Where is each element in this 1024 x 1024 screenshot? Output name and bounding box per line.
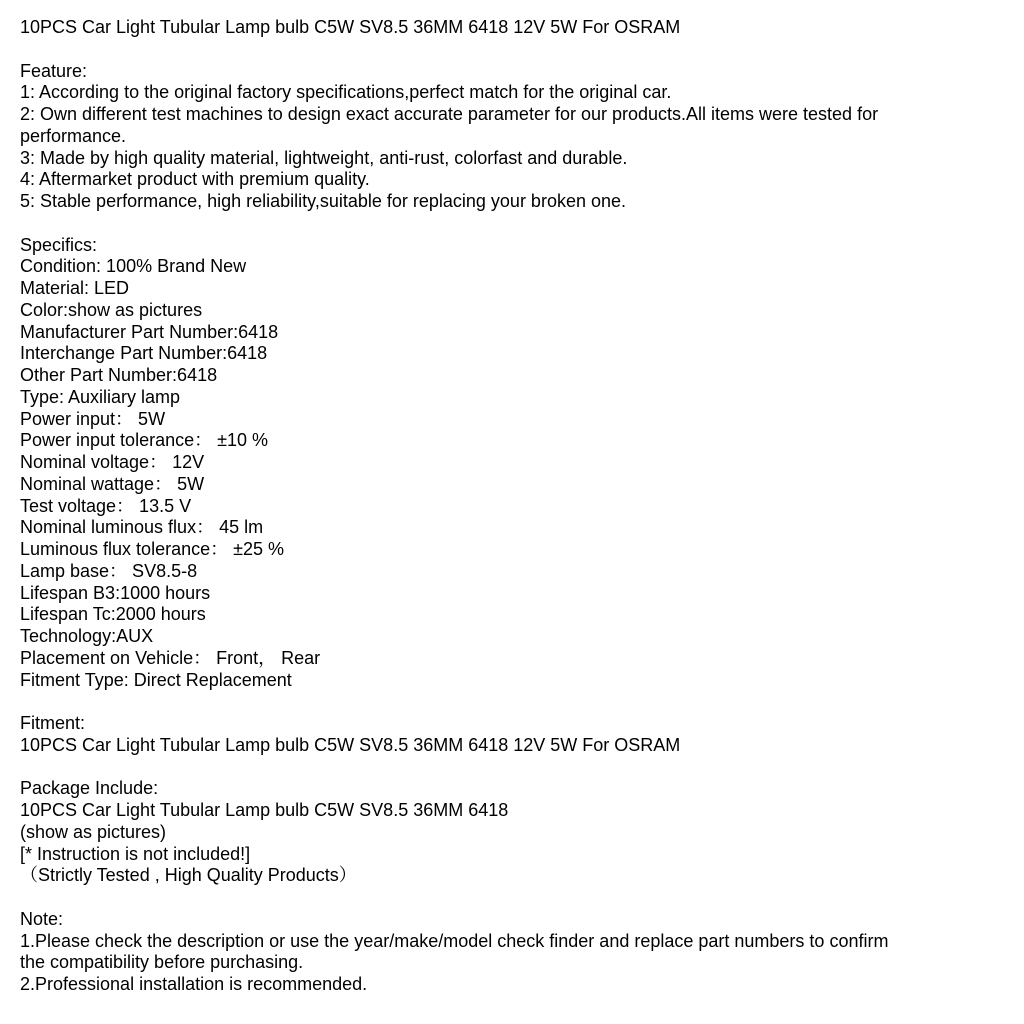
text-line: 10PCS Car Light Tubular Lamp bulb C5W SV8.5 36MM 6418 [20,800,509,820]
text-line: Type: Auxiliary lamp [20,386,181,407]
text-line: Interchange Part Number:6418 [20,343,268,364]
text-line: Power input tolerance： ±10 % [20,430,269,451]
text-line: 1.Please check the description or use the year/make/model check finder and replace part numbers to confirm [20,930,889,951]
section-package-include [20,778,1006,887]
text-line: （Strictly Tested , High Quality Products） [20,865,357,886]
text-line: 2: Own different test machines to design exact accurate parameter for our products.All items were tested for [20,104,879,124]
text-line: Test voltage： 13.5 V [20,495,192,516]
section-heading: Specifics: [20,234,98,255]
text-line: Lamp base： SV8.5-8 [20,560,198,581]
text-line: 10PCS Car Light Tubular Lamp bulb C5W SV8.5 36MM 6418 12V 5W For OSRAM [20,734,681,755]
text-line: Nominal wattage： 5W [20,473,205,494]
section-heading: Note: [20,908,64,929]
text-line: (show as pictures) [20,821,167,842]
section-specifics [20,235,1006,692]
text-line: 4: Aftermarket product with premium quality. [20,169,370,190]
text-line: Placement on Vehicle： Front， Rear [20,647,321,668]
text-line: 5: Stable performance, high reliability,suitable for replacing your broken one. [20,191,627,211]
text-line: Luminous flux tolerance： ±25 % [20,539,285,559]
section-fitment [20,713,1006,757]
text-line: 2.Professional installation is recommended. [20,974,368,994]
text-line: Lifespan Tc:2000 hours [20,604,206,625]
section-note [20,909,1006,1018]
product-title: 10PCS Car Light Tubular Lamp bulb C5W SV8.5 36MM 6418 12V 5W For OSRAM [20,17,681,37]
text-line: Power input： 5W [20,408,166,429]
section-heading: Package Include: [20,778,159,799]
text-line: Other Part Number:6418 [20,365,218,385]
text-line: 3: Made by high quality material, lightweight, anti-rust, colorfast and durable. [20,147,628,168]
text-line: Nominal luminous flux： 45 lm [20,517,264,538]
text-line: Technology:AUX [20,626,154,646]
text-line: Color:show as pictures [20,299,203,320]
text-line: Material: LED [20,278,130,298]
text-line: Fitment Type: Direct Replacement [20,669,292,690]
text-line: 1: According to the original factory specifications,perfect match for the original car. [20,82,672,103]
text-line: the compatibility before purchasing. [20,952,304,973]
text-line: Condition: 100% Brand New [20,256,247,277]
text-line: performance. [20,125,127,146]
text-line: Manufacturer Part Number:6418 [20,321,279,342]
text-line: [* Instruction is not included!] [20,843,251,864]
description-sections [20,61,1006,1018]
text-line [20,996,1006,1018]
text-line: Lifespan B3:1000 hours [20,582,211,603]
section-feature [20,61,1006,213]
text-line: Nominal voltage： 12V [20,452,205,472]
section-heading: Feature: [20,60,88,81]
section-heading: Fitment: [20,713,86,733]
